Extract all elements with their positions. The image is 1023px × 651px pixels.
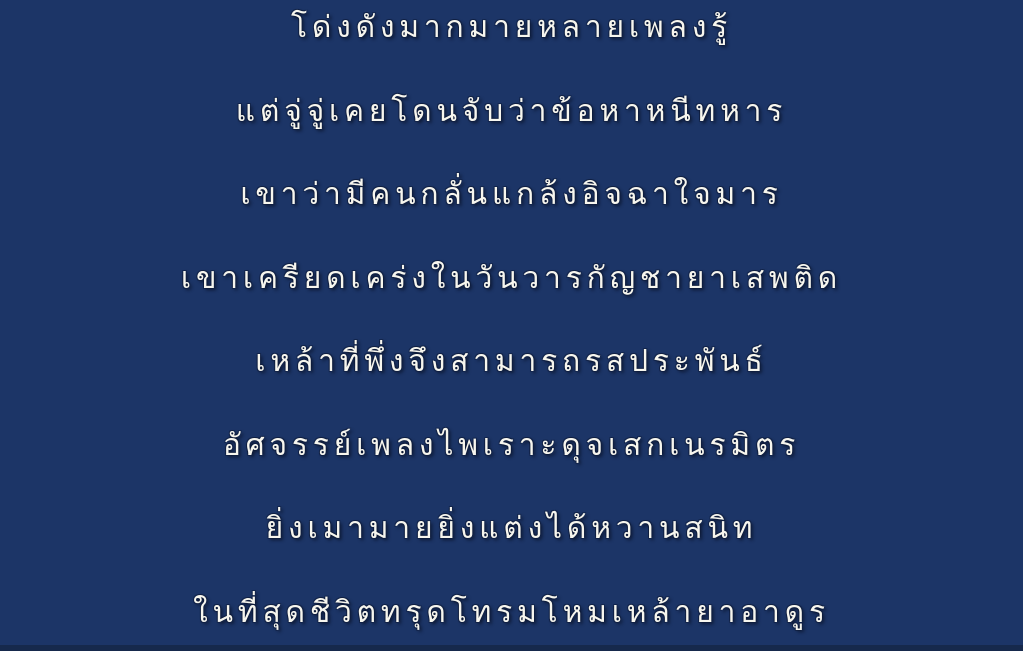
- lyric-line-6: อัศจรรย์เพลงไพเราะดุจเสกเนรมิตร: [222, 428, 801, 462]
- lyric-line-4: เขาเครียดเคร่งในวันวารกัญชายาเสพติด: [180, 261, 843, 295]
- lyric-line-2: แต่จู่จู่เคยโดนจับว่าข้อหาหนีทหาร: [235, 94, 788, 128]
- lyric-line-7: ยิ่งเมามายยิ่งแต่งได้หวานสนิท: [265, 512, 758, 546]
- bottom-edge-strip: [0, 645, 1023, 651]
- lyric-line-1: โด่งดังมากมายหลายเพลงรู้: [290, 11, 733, 44]
- lyric-line-8: ในที่สุดชีวิตทรุดโทรมโหมเหล้ายาอาดูร: [193, 595, 830, 629]
- lyric-line-3: เขาว่ามีคนกลั่นแกล้งอิจฉาใจมาร: [240, 178, 783, 212]
- lyric-line-5: เหล้าที่พึ่งจึงสามารถรสประพันธ์: [255, 345, 768, 379]
